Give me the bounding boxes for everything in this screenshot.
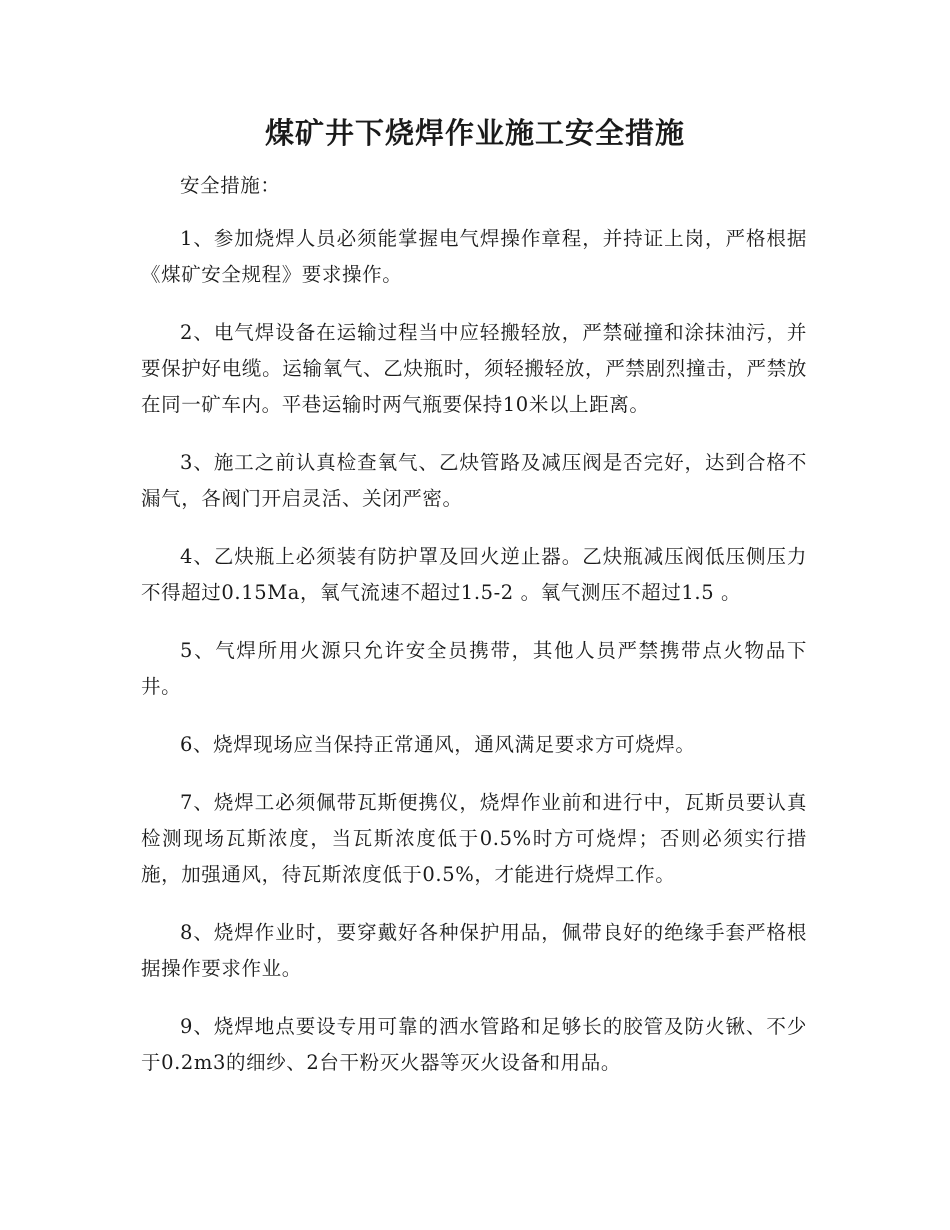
measure-item-2: 2、电气焊设备在运输过程当中应轻搬轻放，严禁碰撞和涂抹油污，并要保护好电缆。运输氧气、乙炔瓶时，须轻搬轻放，严禁剧烈撞击，严禁放在同一矿车内。平巷运输时两气瓶要保持10米以上距离。 <box>141 321 807 416</box>
measure-item-6: 6、烧焊现场应当保持正常通风，通风满足要求方可烧焊。 <box>180 733 696 756</box>
measure-item-7: 7、烧焊工必须佩带瓦斯便携仪，烧焊作业前和进行中，瓦斯员要认真检测现场瓦斯浓度，当瓦斯浓度低于0.5%时方可烧焊；否则必须实行措施，加强通风，待瓦斯浓度低于0.5%，才能进行烧焊工作。 <box>141 791 807 886</box>
intro-heading: 安全措施： <box>180 174 281 197</box>
measure-item-1: 1、参加烧焊人员必须能掌握电气焊操作章程，并持证上岗，严格根据《煤矿安全规程》要求操作。 <box>141 227 807 286</box>
measure-item-9: 9、烧焊地点要设专用可靠的洒水管路和足够长的胶管及防火锹、不少于0.2m3的细纱、2台干粉灭火器等灭火设备和用品。 <box>141 1015 807 1074</box>
measure-item-5: 5、气焊所用火源只允许安全员携带，其他人员严禁携带点火物品下井。 <box>141 639 807 698</box>
measure-item-4: 4、乙炔瓶上必须装有防护罩及回火逆止器。乙炔瓶减压阀低压侧压力不得超过0.15Ma，氧气流速不超过1.5-2 。氧气测压不超过1.5 。 <box>141 545 807 604</box>
document-title: 煤矿井下烧焊作业施工安全措施 <box>264 116 685 150</box>
measure-item-3: 3、施工之前认真检查氧气、乙炔管路及减压阀是否完好，达到合格不漏气，各阀门开启灵活、关闭严密。 <box>141 451 807 510</box>
measure-item-8: 8、烧焊作业时，要穿戴好各种保护用品，佩带良好的绝缘手套严格根据操作要求作业。 <box>141 921 807 980</box>
document-body <box>141 168 807 1103</box>
